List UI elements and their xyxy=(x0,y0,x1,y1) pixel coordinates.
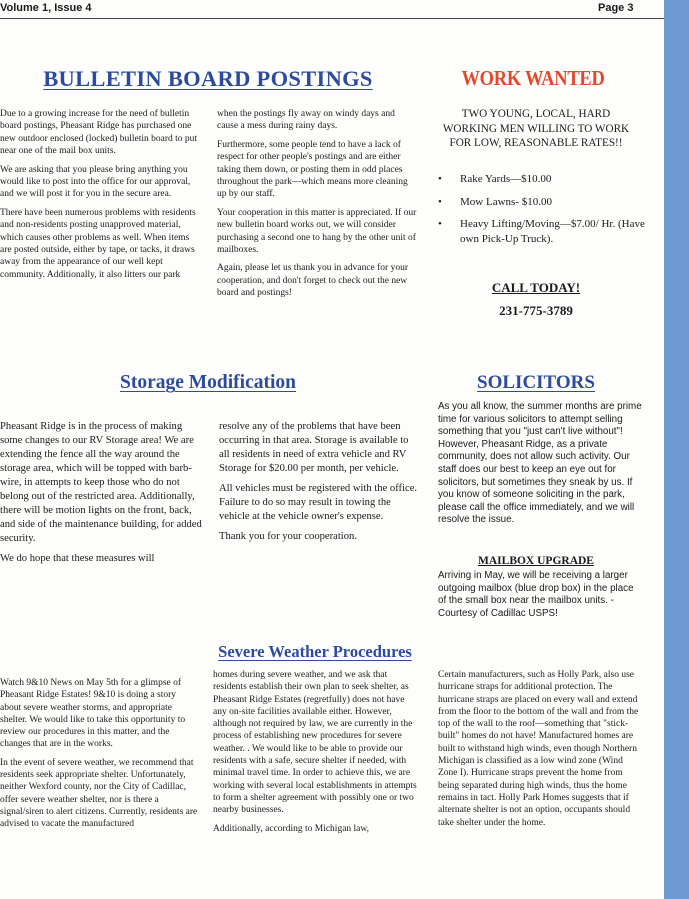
bulletin-paragraph: There have been numerous problems with residents and non-residents posting unapproved material, which causes other problems as well. When items are posted outside, either by tape, or tacks, it draws away from the appearance of our well kept community. Additionally, it also litters our park xyxy=(0,207,196,280)
weather-column-3 xyxy=(438,669,644,835)
call-today-heading: CALL TODAY! xyxy=(491,280,581,295)
list-item: • Mow Lawns- $10.00 xyxy=(436,195,658,210)
phone-number: 231-775-3789 xyxy=(499,303,573,318)
bulletin-column-1 xyxy=(0,108,203,287)
bulletin-paragraph: when the postings fly away on windy days and cause a mess during rainy days. xyxy=(217,109,395,132)
bulletin-paragraph: We are asking that you please bring anything you would like to post into the office for our approval, and we will post it for you in the secure area. xyxy=(0,164,191,200)
weather-paragraph: Certain manufacturers, such as Holly Park, also use hurricane straps for additional protection. The hurricane straps are placed on every wall and extend from the floor to the bottom of the wall and from the top of the wall to the roof—something that "stick-built" homes do not have! Manufactured homes are built to withstand high winds, even though Northern Michigan is classified as a low wind zone (Wind Zone I). Hurricane straps prevent the home from being separated during high winds, thus the home remains in tact. Holly Park Homes suggests that if alternate shelter is not an option, occupants should take shelter under the home. xyxy=(438,670,639,828)
mailbox-upgrade-text: Arriving in May, we will be receiving a larger outgoing mailbox (blue drop box) in the place of the small box near the mailbox units. - Courtesy of Cadillac USPS! xyxy=(438,570,634,619)
weather-paragraph: homes during severe weather, and we ask that residents establish their own plan to seek shelter, as Pheasant Ridge Estates (regretfully) does not have any on-site facilities available either. However, although not required by law, we are currently in the process of establishing new procedures for severe weather. . We would like to be able to provide our residents with a safe, secure shelter if needed, with minimal travel time. In order to achieve this, we are working with several local establishments in attempts to form a shelter agreement with possibly one or two nearby businesses. xyxy=(213,670,417,816)
storage-paragraph: Pheasant Ridge is in the process of making some changes to our RV Storage area! We are extending the fence all the way around the storage area, which will be topped with barb-wire, in attempts to keep those who do not belong out of the restricted area. Additionally, there will be motion lights on the front, back, and side of the maintenance building, for added security. xyxy=(0,421,202,544)
weather-paragraph: Watch 9&10 News on May 5th for a glimpse of Pheasant Ridge Estates! 9&10 is doing a story about severe weather storms, and appropriate shelter. We would like to take this opportunity to review our procedures in this matter, and the changes that are in the works. xyxy=(0,678,186,750)
bulletin-paragraph: Your cooperation in this matter is appreciated. If our new bulletin board works out, we will consider purchasing a second one to hang by the other unit of mailboxes. xyxy=(217,207,417,256)
page-number: Page 3 xyxy=(598,2,634,14)
storage-column-2 xyxy=(219,420,419,550)
work-wanted-list xyxy=(436,172,658,254)
bulletin-paragraph: Again, please let us thank you in advance for your cooperation, and don't forget to check out the new board and postings! xyxy=(217,263,408,299)
solicitors-title: SOLICITORS xyxy=(477,372,595,393)
storage-paragraph: All vehicles must be registered with the office. Failure to do so may result in towing the vehicle at the vehicle owner's expense. xyxy=(219,483,418,522)
storage-title: Storage Modification xyxy=(119,372,296,393)
page-edge-bar xyxy=(664,0,689,899)
list-item: • Heavy Lifting/Moving—$7.00/ Hr. (Have own Pick-Up Truck). xyxy=(436,217,658,246)
mailbox-upgrade-title: MAILBOX UPGRADE xyxy=(478,555,594,567)
weather-title: Severe Weather Procedures xyxy=(218,642,412,661)
bulletin-paragraph: Due to a growing increase for the need of bulletin board postings, Pheasant Ridge has purchased one new outdoor enclosed (locked) bulletin board to put near one of the mail box units. xyxy=(0,109,198,157)
storage-column-1 xyxy=(0,420,203,572)
storage-paragraph: We do hope that these measures will xyxy=(0,553,155,564)
weather-column-1 xyxy=(0,677,199,837)
bulletin-title: BULLETIN BOARD POSTINGS xyxy=(43,66,373,91)
work-wanted-title: WORK WANTED xyxy=(461,66,605,90)
header-divider xyxy=(0,18,664,19)
list-item: • Rake Yards—$10.00 xyxy=(436,172,658,187)
weather-paragraph: Additionally, according to Michigan law, xyxy=(213,823,370,834)
storage-paragraph: Thank you for your cooperation. xyxy=(219,531,357,542)
work-wanted-text: TWO YOUNG, LOCAL, HARD WORKING MEN WILLING TO WORK FOR LOW, REASONABLE RATES!! xyxy=(442,108,630,149)
issue-label: Volume 1, Issue 4 xyxy=(0,2,92,14)
weather-column-2 xyxy=(213,669,418,841)
bulletin-paragraph: Furthermore, some people tend to have a lack of respect for other people's postings and are either taking them down, or posting them in odd places throughout the park—which means more cleaning up by our staff. xyxy=(217,139,408,200)
solicitors-text: As you all know, the summer months are prime time for various solicitors to attempt selling something that you "just can't live without"! However, Pheasant Ridge, as a private community, does not allow such activity. Our staff does our best to keep an eye out for solicitors, but sometimes they sneak by us. If you know of someone soliciting in the park, please call the office immediately, and we will resolve the issue. xyxy=(438,401,642,526)
bulletin-column-2 xyxy=(217,108,417,306)
storage-paragraph: resolve any of the problems that have been occurring in that area. Storage is available to all residents in need of extra vehicle and RV Storage for $20.00 per month, per vehicle. xyxy=(219,421,409,474)
weather-paragraph: In the event of severe weather, we recommend that residents seek appropriate shelter. Unfortunately, neither Wexford county, nor the City of Cadillac, offer severe weather shelter, nor is there a signal/siren to alert citizens. Currently, residents are advised to vacate the manufactured xyxy=(0,757,198,830)
